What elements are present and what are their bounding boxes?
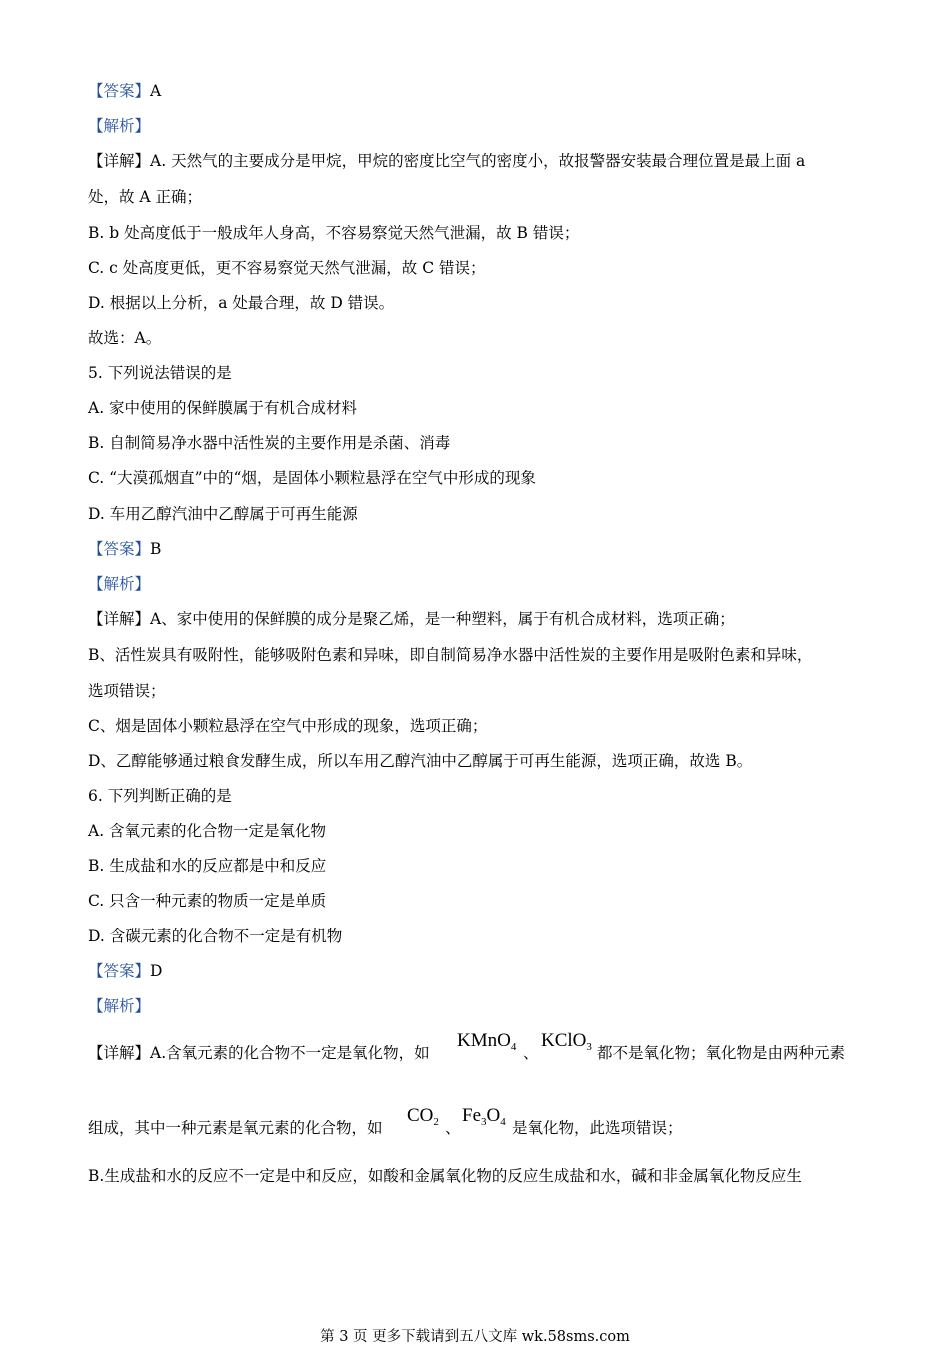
- detail-text: A. 天然气的主要成分是甲烷，甲烷的密度比空气的密度小，故报警器安装最合理位置是最上面 a: [150, 152, 806, 170]
- detail-tag: 【详解】: [88, 152, 151, 170]
- formula-kclo3: KClO$_3$: [541, 1030, 592, 1053]
- q4-detail-line1: [88, 151, 868, 171]
- q5-analysis: [88, 574, 868, 594]
- q5-stem: 5. 下列说法错误的是: [88, 364, 232, 382]
- answer-value: B: [150, 540, 162, 558]
- formula-kmno4: KMnO$_4$: [457, 1030, 517, 1053]
- analysis-tag: 【解析】: [88, 997, 151, 1015]
- detail-tag: 【详解】: [88, 1044, 151, 1062]
- q5-option-a: A. 家中使用的保鲜膜属于有机合成材料: [88, 399, 358, 417]
- q4-answer: [88, 81, 868, 101]
- q5-detail-line5: D、乙醇能够通过粮食发酵生成，所以车用乙醇汽油中乙醇属于可再生能源，选项正确，故选 B。: [88, 752, 753, 770]
- q6-answer: [88, 961, 868, 981]
- q6-option-a: A. 含氧元素的化合物一定是氧化物: [88, 822, 327, 840]
- q4-analysis: [88, 116, 868, 136]
- q5-detail-line4: C、烟是固体小颗粒悬浮在空气中形成的现象，选项正确；: [88, 717, 488, 735]
- q6-option-c: C. 只含一种元素的物质一定是单质: [88, 892, 327, 910]
- q5-detail-line3: 选项错误；: [88, 682, 166, 700]
- q5-option-c: C. “大漠孤烟直”中的“烟，是固体小颗粒悬浮在空气中形成的现象: [88, 469, 536, 487]
- q6-analysis: [88, 996, 868, 1016]
- q4-detail-line5: D. 根据以上分析，a 处最合理，故 D 错误。: [88, 294, 395, 312]
- formula-separator: 、: [523, 1044, 539, 1062]
- q4-detail-line3: B. b 处高度低于一般成年人身高，不容易察觉天然气泄漏，故 B 错误；: [88, 224, 580, 242]
- q6-option-b: B. 生成盐和水的反应都是中和反应: [88, 857, 327, 875]
- answer-tag: 【答案】: [88, 82, 151, 100]
- detail-text: A、家中使用的保鲜膜的成分是聚乙烯，是一种塑料，属于有机合成材料，选项正确；: [150, 610, 735, 628]
- formula-separator: 、: [445, 1119, 461, 1137]
- q4-conclusion: 故选：A。: [88, 329, 162, 347]
- q6-option-d: D. 含碳元素的化合物不一定是有机物: [88, 927, 343, 945]
- formula-co2: $CO_2$: [407, 1105, 439, 1128]
- q6-detail-line3: B.生成盐和水的反应不一定是中和反应，如酸和金属氧化物的反应生成盐和水，碱和非金属氧化物反应生: [88, 1167, 802, 1185]
- analysis-tag: 【解析】: [88, 117, 151, 135]
- q5-detail-line1: [88, 609, 868, 629]
- q5-option-d: D. 车用乙醇汽油中乙醇属于可再生能源: [88, 505, 358, 523]
- answer-value: D: [150, 962, 163, 980]
- q5-option-b: B. 自制简易净水器中活性炭的主要作用是杀菌、消毒: [88, 434, 451, 452]
- q5-answer: [88, 539, 868, 559]
- answer-tag: 【答案】: [88, 962, 151, 980]
- analysis-tag: 【解析】: [88, 575, 151, 593]
- q6-detail-line1-end: 都不是氧化物；氧化物是由两种元素: [597, 1044, 846, 1062]
- q5-detail-line2: B、活性炭具有吸附性，能够吸附色素和异味，即自制简易净水器中活性炭的主要作用是吸附色素和异味，: [88, 646, 813, 664]
- answer-tag: 【答案】: [88, 540, 151, 558]
- detail-tag: 【详解】: [88, 610, 151, 628]
- q6-detail-line2-end: 是氧化物，此选项错误；: [512, 1119, 683, 1137]
- q6-detail-line2-start: 组成，其中一种元素是氧元素的化合物，如: [88, 1119, 383, 1137]
- page-footer: 第 3 页 更多下载请到五八文库 wk.58sms.com: [320, 1329, 630, 1345]
- q4-detail-line2: 处，故 A 正确；: [88, 188, 203, 206]
- q6-stem: 6. 下列判断正确的是: [88, 787, 232, 805]
- q4-detail-line4: C. c 处高度更低，更不容易察觉天然气泄漏，故 C 错误；: [88, 259, 486, 277]
- detail-text: A.含氧元素的化合物不一定是氧化物，如: [150, 1044, 430, 1062]
- q6-detail-line1-start: [88, 1043, 430, 1063]
- answer-value: A: [150, 82, 162, 100]
- formula-fe3o4: $Fe_3O_4$: [462, 1105, 506, 1128]
